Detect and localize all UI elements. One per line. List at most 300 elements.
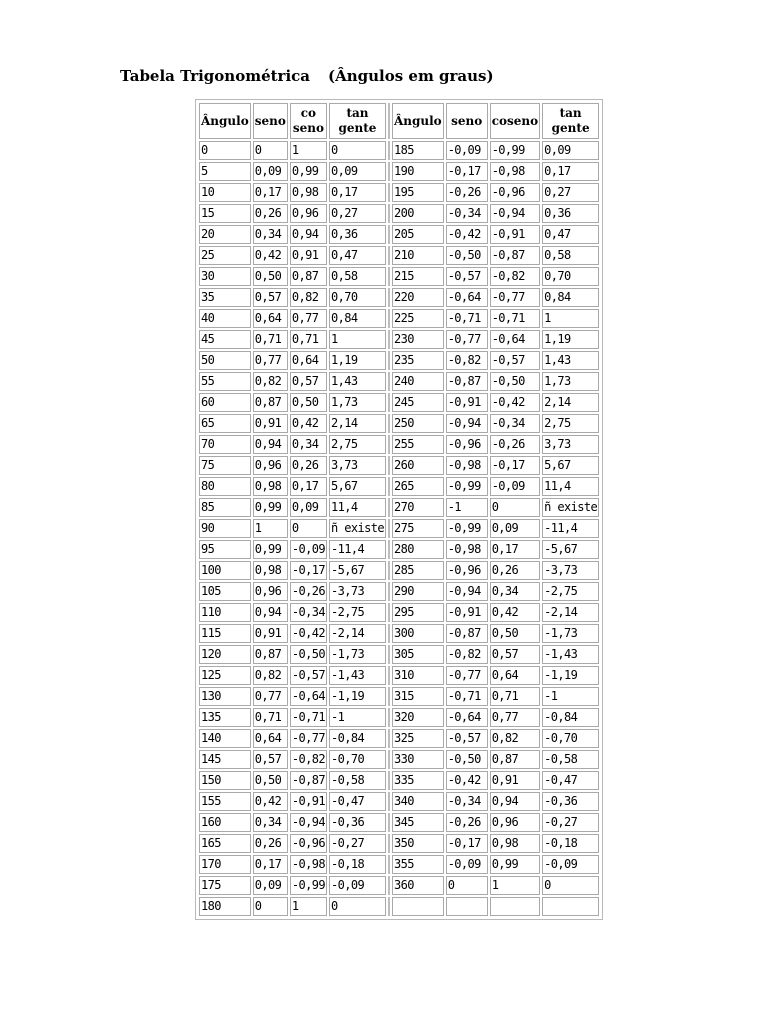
cell-right-tangent: -0,84 — [542, 708, 599, 727]
cell-right-tangent: 1,73 — [542, 372, 599, 391]
cell-right-sine: -0,98 — [446, 540, 488, 559]
cell-right-angle: 300 — [392, 624, 444, 643]
cell-left-cosine: -0,77 — [290, 729, 327, 748]
cell-left-cosine: 0,94 — [290, 225, 327, 244]
cell-right-angle: 340 — [392, 792, 444, 811]
cell-left-sine: 0,09 — [253, 162, 288, 181]
cell-left-sine: 0,77 — [253, 351, 288, 370]
cell-right-sine: -0,82 — [446, 351, 488, 370]
cell-left-cosine: 0,98 — [290, 183, 327, 202]
header-tangent-left: tan gente — [329, 103, 386, 139]
cell-left-tangent: 2,14 — [329, 414, 386, 433]
cell-right-angle: 240 — [392, 372, 444, 391]
table-row — [199, 246, 599, 265]
cell-left-cosine: 1 — [290, 141, 327, 160]
column-separator — [388, 330, 390, 349]
cell-left-tangent: 0,36 — [329, 225, 386, 244]
cell-left-angle: 125 — [199, 666, 251, 685]
cell-left-angle: 30 — [199, 267, 251, 286]
cell-left-cosine: -0,98 — [290, 855, 327, 874]
cell-left-cosine: -0,42 — [290, 624, 327, 643]
cell-left-sine: 0,26 — [253, 834, 288, 853]
header-angle-right: Ângulo — [392, 103, 444, 139]
cell-right-angle: 245 — [392, 393, 444, 412]
column-separator — [388, 456, 390, 475]
cell-left-angle: 45 — [199, 330, 251, 349]
column-separator — [388, 162, 390, 181]
cell-right-sine: -0,57 — [446, 267, 488, 286]
cell-left-angle: 180 — [199, 897, 251, 916]
cell-left-angle: 120 — [199, 645, 251, 664]
cell-right-angle: 200 — [392, 204, 444, 223]
header-tangent-right: tan gente — [542, 103, 599, 139]
cell-right-sine: -0,50 — [446, 750, 488, 769]
column-separator — [388, 246, 390, 265]
cell-right-sine: -0,99 — [446, 477, 488, 496]
cell-right-angle: 195 — [392, 183, 444, 202]
cell-left-tangent: 1,73 — [329, 393, 386, 412]
table-row — [199, 876, 599, 895]
cell-left-cosine: 0,64 — [290, 351, 327, 370]
column-separator — [388, 876, 390, 895]
cell-left-sine: 0,71 — [253, 708, 288, 727]
cell-right-angle: 355 — [392, 855, 444, 874]
title-subtitle: (Ângulos em graus) — [328, 67, 494, 85]
column-separator — [388, 666, 390, 685]
column-separator — [388, 141, 390, 160]
cell-left-angle: 70 — [199, 435, 251, 454]
table-row — [199, 372, 599, 391]
column-separator — [388, 477, 390, 496]
cell-right-tangent: 0 — [542, 876, 599, 895]
table-row — [199, 750, 599, 769]
cell-left-tangent: -11,4 — [329, 540, 386, 559]
cell-left-cosine: 0,99 — [290, 162, 327, 181]
cell-left-sine: 0,17 — [253, 855, 288, 874]
table-row — [199, 414, 599, 433]
cell-left-cosine: 0,26 — [290, 456, 327, 475]
cell-right-cosine: 0,96 — [490, 813, 540, 832]
column-separator — [388, 771, 390, 790]
cell-right-cosine: 0,99 — [490, 855, 540, 874]
cell-right-sine: -0,17 — [446, 834, 488, 853]
cell-left-angle: 5 — [199, 162, 251, 181]
column-separator — [388, 372, 390, 391]
table-row — [199, 540, 599, 559]
cell-right-tangent: -2,75 — [542, 582, 599, 601]
cell-left-cosine: 0,91 — [290, 246, 327, 265]
cell-right-cosine: -0,42 — [490, 393, 540, 412]
cell-right-cosine: -0,64 — [490, 330, 540, 349]
column-separator — [388, 792, 390, 811]
cell-left-angle: 155 — [199, 792, 251, 811]
cell-left-angle: 175 — [199, 876, 251, 895]
cell-right-cosine: 0,71 — [490, 687, 540, 706]
cell-right-sine: -0,87 — [446, 372, 488, 391]
cell-left-tangent: 0 — [329, 897, 386, 916]
column-separator — [388, 393, 390, 412]
cell-left-cosine: -0,57 — [290, 666, 327, 685]
cell-right-cosine: 0,64 — [490, 666, 540, 685]
cell-left-cosine: -0,91 — [290, 792, 327, 811]
table-row — [199, 687, 599, 706]
cell-right-tangent: -0,58 — [542, 750, 599, 769]
cell-right-cosine: -0,96 — [490, 183, 540, 202]
cell-right-sine: -0,71 — [446, 687, 488, 706]
cell-left-cosine: -0,09 — [290, 540, 327, 559]
cell-left-cosine: 1 — [290, 897, 327, 916]
table-row — [199, 813, 599, 832]
table-row — [199, 435, 599, 454]
cell-right-sine: -0,94 — [446, 414, 488, 433]
column-separator — [388, 603, 390, 622]
cell-right-angle: 210 — [392, 246, 444, 265]
cell-right-tangent: ñ existe — [542, 498, 599, 517]
cell-right-angle: 265 — [392, 477, 444, 496]
column-separator — [388, 750, 390, 769]
cell-right-sine: -0,91 — [446, 603, 488, 622]
cell-left-tangent: 2,75 — [329, 435, 386, 454]
cell-right-sine: -0,96 — [446, 435, 488, 454]
cell-right-tangent: -2,14 — [542, 603, 599, 622]
cell-right-sine: -0,94 — [446, 582, 488, 601]
trig-table-frame — [195, 99, 603, 920]
table-row — [199, 519, 599, 538]
cell-right-sine: -0,09 — [446, 141, 488, 160]
column-separator — [388, 183, 390, 202]
cell-right-angle: 215 — [392, 267, 444, 286]
cell-right-sine: -0,17 — [446, 162, 488, 181]
cell-right-angle: 225 — [392, 309, 444, 328]
cell-right-sine: -0,91 — [446, 393, 488, 412]
cell-left-cosine: -0,94 — [290, 813, 327, 832]
header-cosine-left: co seno — [290, 103, 327, 139]
table-row — [199, 645, 599, 664]
cell-right-cosine: -0,34 — [490, 414, 540, 433]
column-separator — [388, 267, 390, 286]
cell-left-sine: 1 — [253, 519, 288, 538]
table-row — [199, 666, 599, 685]
header-sine-left: seno — [253, 103, 288, 139]
cell-left-sine: 0,96 — [253, 582, 288, 601]
cell-right-cosine: 0,17 — [490, 540, 540, 559]
cell-left-tangent: ñ existe — [329, 519, 386, 538]
cell-right-angle: 295 — [392, 603, 444, 622]
cell-right-tangent: 0,36 — [542, 204, 599, 223]
column-separator — [388, 561, 390, 580]
cell-right-angle: 260 — [392, 456, 444, 475]
cell-right-cosine: 0,94 — [490, 792, 540, 811]
cell-left-cosine: 0,09 — [290, 498, 327, 517]
cell-right-cosine: 0,50 — [490, 624, 540, 643]
cell-right-cosine: 0,98 — [490, 834, 540, 853]
column-separator — [388, 855, 390, 874]
cell-right-sine: -0,57 — [446, 729, 488, 748]
cell-right-cosine: -0,50 — [490, 372, 540, 391]
table-row — [199, 603, 599, 622]
cell-left-tangent: -1,19 — [329, 687, 386, 706]
table-body — [199, 141, 599, 916]
cell-right-tangent: 0,09 — [542, 141, 599, 160]
cell-left-tangent: 1 — [329, 330, 386, 349]
cell-left-tangent: -0,09 — [329, 876, 386, 895]
cell-left-angle: 135 — [199, 708, 251, 727]
cell-left-cosine: 0,87 — [290, 267, 327, 286]
cell-left-tangent: 0,47 — [329, 246, 386, 265]
cell-right-cosine: -0,09 — [490, 477, 540, 496]
cell-left-sine: 0,09 — [253, 876, 288, 895]
cell-left-tangent: -1 — [329, 708, 386, 727]
table-row — [199, 330, 599, 349]
table-row — [199, 477, 599, 496]
table-row — [199, 771, 599, 790]
cell-left-sine: 0,96 — [253, 456, 288, 475]
cell-right-angle — [392, 897, 444, 916]
table-row — [199, 834, 599, 853]
cell-left-sine: 0,71 — [253, 330, 288, 349]
cell-right-sine: -0,64 — [446, 708, 488, 727]
cell-left-sine: 0,50 — [253, 771, 288, 790]
cell-right-cosine: -0,71 — [490, 309, 540, 328]
cell-left-tangent: -1,73 — [329, 645, 386, 664]
cell-left-angle: 25 — [199, 246, 251, 265]
cell-right-tangent: 2,75 — [542, 414, 599, 433]
cell-right-cosine: 0,09 — [490, 519, 540, 538]
cell-left-cosine: -0,99 — [290, 876, 327, 895]
table-row — [199, 582, 599, 601]
cell-left-cosine: 0,17 — [290, 477, 327, 496]
table-row — [199, 141, 599, 160]
cell-left-sine: 0,99 — [253, 540, 288, 559]
cell-right-tangent: -0,18 — [542, 834, 599, 853]
trig-table — [197, 101, 601, 918]
cell-left-angle: 145 — [199, 750, 251, 769]
table-row — [199, 162, 599, 181]
cell-left-angle: 0 — [199, 141, 251, 160]
column-separator — [388, 729, 390, 748]
cell-right-tangent: 0,58 — [542, 246, 599, 265]
cell-left-angle: 65 — [199, 414, 251, 433]
cell-right-cosine: -0,57 — [490, 351, 540, 370]
cell-left-tangent: -0,84 — [329, 729, 386, 748]
table-row — [199, 792, 599, 811]
column-separator — [388, 204, 390, 223]
table-header-row — [199, 103, 599, 139]
column-separator — [388, 351, 390, 370]
cell-left-sine: 0,99 — [253, 498, 288, 517]
cell-right-tangent: -1,43 — [542, 645, 599, 664]
cell-left-cosine: -0,50 — [290, 645, 327, 664]
cell-left-tangent: -5,67 — [329, 561, 386, 580]
table-row — [199, 729, 599, 748]
cell-right-sine: -0,09 — [446, 855, 488, 874]
cell-left-angle: 130 — [199, 687, 251, 706]
cell-right-sine: -0,96 — [446, 561, 488, 580]
cell-left-tangent: 0,70 — [329, 288, 386, 307]
cell-left-tangent: 3,73 — [329, 456, 386, 475]
cell-right-sine: -0,82 — [446, 645, 488, 664]
cell-left-tangent: 0,17 — [329, 183, 386, 202]
cell-right-angle: 305 — [392, 645, 444, 664]
cell-right-cosine: -0,26 — [490, 435, 540, 454]
cell-left-sine: 0,34 — [253, 813, 288, 832]
cell-right-sine: -0,34 — [446, 792, 488, 811]
cell-left-sine: 0 — [253, 141, 288, 160]
cell-left-tangent: 0,58 — [329, 267, 386, 286]
cell-right-cosine: 0,82 — [490, 729, 540, 748]
cell-left-tangent: -0,27 — [329, 834, 386, 853]
cell-right-sine: -0,26 — [446, 813, 488, 832]
column-separator — [388, 519, 390, 538]
cell-right-cosine: -0,91 — [490, 225, 540, 244]
cell-right-angle: 275 — [392, 519, 444, 538]
cell-right-tangent: 0,47 — [542, 225, 599, 244]
cell-right-angle: 325 — [392, 729, 444, 748]
cell-left-angle: 40 — [199, 309, 251, 328]
cell-right-tangent: 1,43 — [542, 351, 599, 370]
cell-right-cosine: 0,87 — [490, 750, 540, 769]
cell-left-sine: 0,87 — [253, 645, 288, 664]
column-separator — [388, 624, 390, 643]
cell-right-tangent: 2,14 — [542, 393, 599, 412]
cell-right-angle: 190 — [392, 162, 444, 181]
column-separator — [388, 225, 390, 244]
cell-left-cosine: 0,42 — [290, 414, 327, 433]
table-row — [199, 393, 599, 412]
cell-left-sine: 0,34 — [253, 225, 288, 244]
table-row — [199, 708, 599, 727]
cell-left-sine: 0,94 — [253, 603, 288, 622]
column-separator — [388, 414, 390, 433]
cell-left-sine: 0 — [253, 897, 288, 916]
cell-left-cosine: -0,71 — [290, 708, 327, 727]
cell-right-angle: 185 — [392, 141, 444, 160]
table-row — [199, 624, 599, 643]
cell-right-sine: -0,98 — [446, 456, 488, 475]
cell-right-sine: -0,50 — [446, 246, 488, 265]
cell-right-cosine: 0,77 — [490, 708, 540, 727]
cell-right-sine: -0,87 — [446, 624, 488, 643]
cell-right-cosine: 0,34 — [490, 582, 540, 601]
cell-left-cosine: -0,87 — [290, 771, 327, 790]
cell-right-angle: 335 — [392, 771, 444, 790]
column-separator — [388, 498, 390, 517]
cell-right-tangent: 0,70 — [542, 267, 599, 286]
cell-right-tangent: -0,09 — [542, 855, 599, 874]
cell-left-angle: 95 — [199, 540, 251, 559]
table-row — [199, 183, 599, 202]
cell-right-angle: 230 — [392, 330, 444, 349]
cell-right-sine: -0,99 — [446, 519, 488, 538]
header-cosine-right: coseno — [490, 103, 540, 139]
cell-right-sine: -0,34 — [446, 204, 488, 223]
cell-left-sine: 0,50 — [253, 267, 288, 286]
cell-left-sine: 0,82 — [253, 372, 288, 391]
cell-right-angle: 250 — [392, 414, 444, 433]
cell-left-angle: 50 — [199, 351, 251, 370]
cell-right-sine: -1 — [446, 498, 488, 517]
cell-right-sine: 0 — [446, 876, 488, 895]
cell-right-angle: 345 — [392, 813, 444, 832]
cell-left-tangent: 1,43 — [329, 372, 386, 391]
cell-left-cosine: -0,96 — [290, 834, 327, 853]
cell-right-angle: 220 — [392, 288, 444, 307]
column-separator — [388, 103, 390, 139]
header-angle-left: Ângulo — [199, 103, 251, 139]
column-separator — [388, 288, 390, 307]
cell-left-tangent: -1,43 — [329, 666, 386, 685]
cell-left-angle: 90 — [199, 519, 251, 538]
cell-left-tangent: -0,18 — [329, 855, 386, 874]
cell-right-cosine: 0,26 — [490, 561, 540, 580]
cell-right-tangent: 5,67 — [542, 456, 599, 475]
cell-left-sine: 0,98 — [253, 477, 288, 496]
cell-left-cosine: 0 — [290, 519, 327, 538]
cell-right-angle: 290 — [392, 582, 444, 601]
table-row — [199, 855, 599, 874]
column-separator — [388, 645, 390, 664]
cell-right-cosine — [490, 897, 540, 916]
cell-left-sine: 0,87 — [253, 393, 288, 412]
cell-right-tangent: -1,73 — [542, 624, 599, 643]
cell-left-tangent: -2,14 — [329, 624, 386, 643]
cell-left-tangent: 0,27 — [329, 204, 386, 223]
table-row — [199, 498, 599, 517]
cell-right-tangent: -1 — [542, 687, 599, 706]
header-sine-right: seno — [446, 103, 488, 139]
cell-right-tangent: 0,27 — [542, 183, 599, 202]
cell-right-tangent: 0,84 — [542, 288, 599, 307]
title-text: Tabela Trigonométrica — [120, 67, 310, 85]
cell-left-angle: 55 — [199, 372, 251, 391]
cell-left-tangent: 1,19 — [329, 351, 386, 370]
column-separator — [388, 582, 390, 601]
cell-left-angle: 85 — [199, 498, 251, 517]
cell-right-cosine: -0,94 — [490, 204, 540, 223]
cell-left-sine: 0,26 — [253, 204, 288, 223]
cell-right-tangent: 0,17 — [542, 162, 599, 181]
cell-left-angle: 170 — [199, 855, 251, 874]
cell-right-tangent: 11,4 — [542, 477, 599, 496]
cell-left-tangent: 0 — [329, 141, 386, 160]
cell-left-tangent: -3,73 — [329, 582, 386, 601]
table-row — [199, 897, 599, 916]
cell-right-sine — [446, 897, 488, 916]
cell-right-tangent: -0,47 — [542, 771, 599, 790]
cell-right-cosine: -0,77 — [490, 288, 540, 307]
cell-left-angle: 150 — [199, 771, 251, 790]
cell-right-tangent: -11,4 — [542, 519, 599, 538]
cell-left-tangent: 5,67 — [329, 477, 386, 496]
cell-right-cosine: -0,87 — [490, 246, 540, 265]
column-separator — [388, 897, 390, 916]
cell-left-angle: 75 — [199, 456, 251, 475]
cell-right-sine: -0,42 — [446, 771, 488, 790]
cell-right-sine: -0,77 — [446, 666, 488, 685]
cell-right-tangent: 1,19 — [542, 330, 599, 349]
cell-right-tangent: -1,19 — [542, 666, 599, 685]
column-separator — [388, 813, 390, 832]
cell-left-angle: 60 — [199, 393, 251, 412]
cell-right-angle: 280 — [392, 540, 444, 559]
cell-left-tangent: 0,09 — [329, 162, 386, 181]
cell-left-sine: 0,77 — [253, 687, 288, 706]
cell-left-sine: 0,42 — [253, 792, 288, 811]
cell-right-sine: -0,42 — [446, 225, 488, 244]
cell-right-angle: 330 — [392, 750, 444, 769]
cell-left-angle: 105 — [199, 582, 251, 601]
cell-right-cosine: -0,17 — [490, 456, 540, 475]
